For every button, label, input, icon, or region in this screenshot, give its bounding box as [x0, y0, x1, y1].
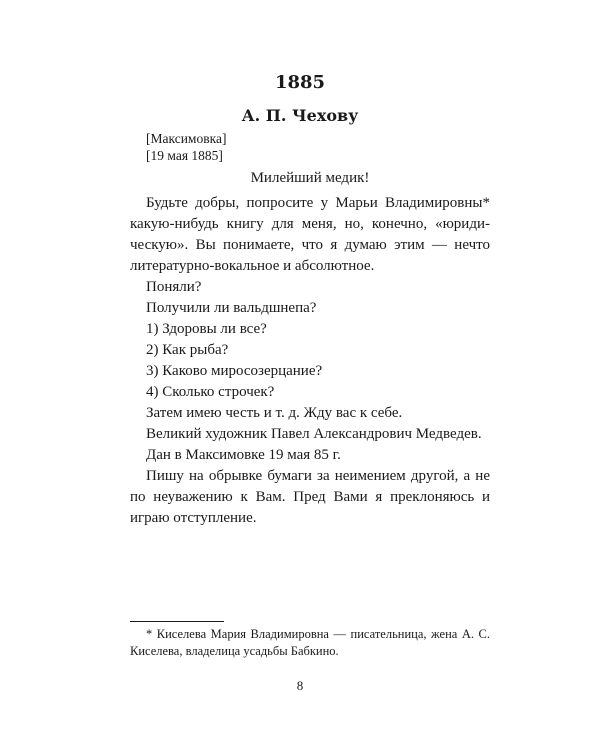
letter-line: 4) Сколько строчек?	[146, 384, 275, 400]
letter-line: Великий художник Павел Александрович Медведев.	[146, 426, 482, 442]
letter-line: Затем имею честь и т. д. Жду вас к себе.	[146, 405, 403, 421]
footnote: * Киселева Мария Владимировна — писательница, жена А. С. Киселева, владелица усадьбы Бабкино.	[130, 627, 490, 658]
page-number: 8	[296, 678, 304, 693]
letter-line: Поняли?	[146, 279, 202, 295]
letter-line: Получили ли вальдшнепа?	[146, 300, 317, 316]
letter-line: 3) Каково миросозерцание?	[146, 363, 323, 379]
letter-meta	[146, 130, 226, 164]
letter-date: [19 мая 1885]	[146, 148, 223, 163]
letter-place: [Максимовка]	[146, 131, 227, 146]
letter-salutation: Милейший медик!	[250, 170, 370, 186]
letter-line: Дан в Максимовке 19 мая 85 г.	[146, 447, 341, 463]
letter-paragraph-1: Будьте добры, попросите у Марьи Владимировны* какую-нибудь книгу для меня, но, конечно, «юридическую». Вы понимаете, что я думаю этим — нечто литературно-вокальное и абсолютное.	[130, 195, 490, 274]
letter-recipient-heading: А. П. Чехову	[241, 106, 359, 125]
letter-line: 2) Как рыба?	[146, 342, 229, 358]
footnote-divider	[130, 621, 224, 622]
section-year-heading: 1885	[274, 72, 326, 93]
letter-body	[130, 168, 490, 529]
letter-paragraph-2: Пишу на обрывке бумаги за неимением другой, а не по неуважению к Вам. Пред Вами я преклоняюсь и играю отступление.	[130, 468, 490, 526]
letter-line: 1) Здоровы ли все?	[146, 321, 267, 337]
